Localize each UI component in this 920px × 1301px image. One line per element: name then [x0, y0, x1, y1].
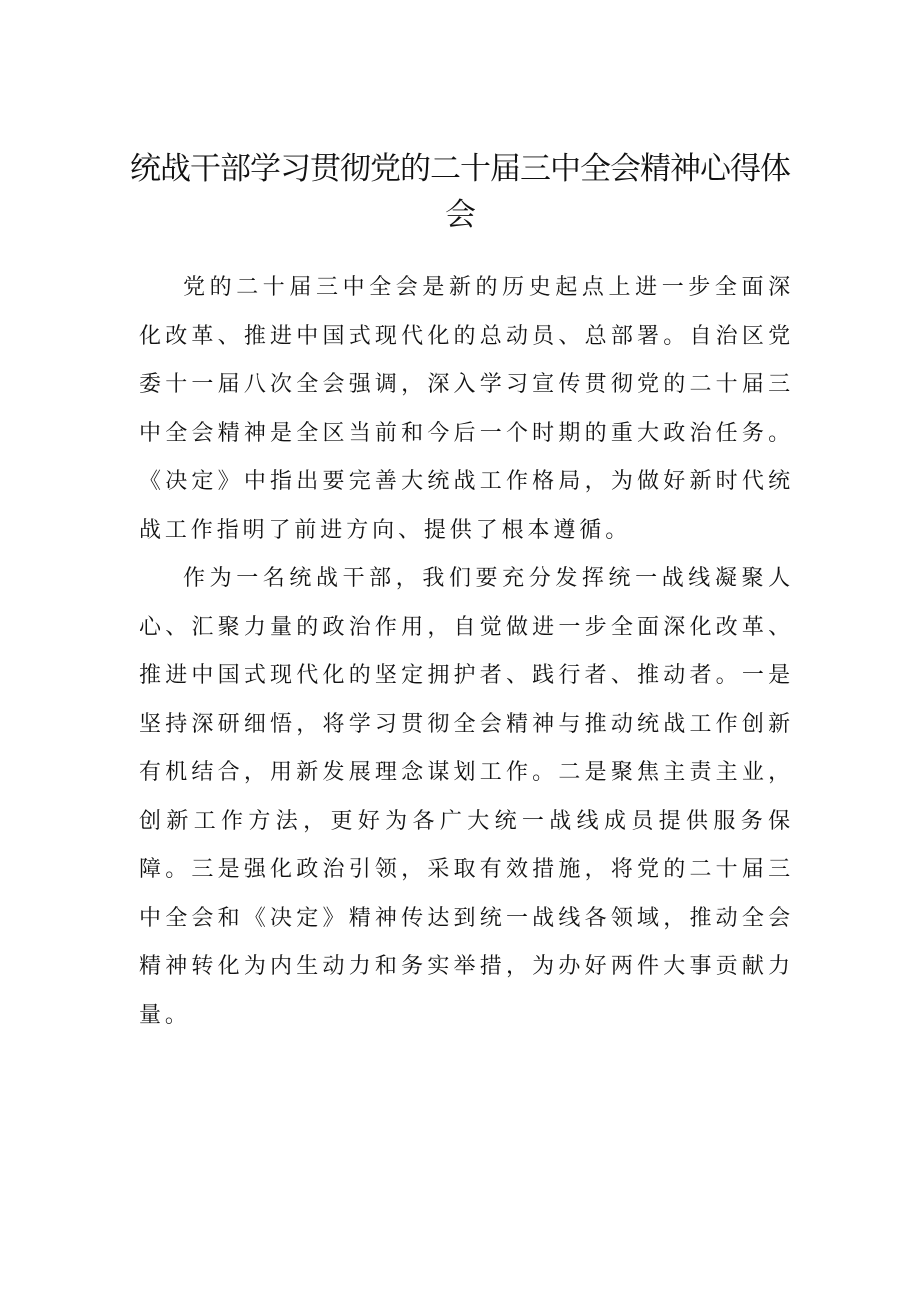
paragraph: 作为一名统战干部，我们要充分发挥统一战线凝聚人心、汇聚力量的政治作用，自觉做进一步全面深化改革、推进中国式现代化的坚定拥护者、践行者、推动者。一是坚持深研细悟，将学习贯彻全会精神与推动统战工作创新有机结合，用新发展理念谋划工作。二是聚焦主责主业，创新工作方法，更好为各广大统一战线成员提供服务保障。三是强化政治引领，采取有效措施，将党的二十届三中全会和《决定》精神传达到统一战线各领域，推动全会精神转化为内生动力和务实举措，为办好两件大事贡献力量。: [139, 566, 794, 1028]
document-body: [139, 264, 794, 1040]
document-title: 统战干部学习贯彻党的二十届三中全会精神心得体会: [130, 151, 790, 233]
paragraph: 党的二十届三中全会是新的历史起点上进一步全面深化改革、推进中国式现代化的总动员、总部署。自治区党委十一届八次全会强调，深入学习宣传贯彻党的二十届三中全会精神是全区当前和今后一个时期的重大政治任务。《决定》中指出要完善大统战工作格局，为做好新时代统战工作指明了前进方向、提供了根本遵循。: [139, 275, 794, 543]
